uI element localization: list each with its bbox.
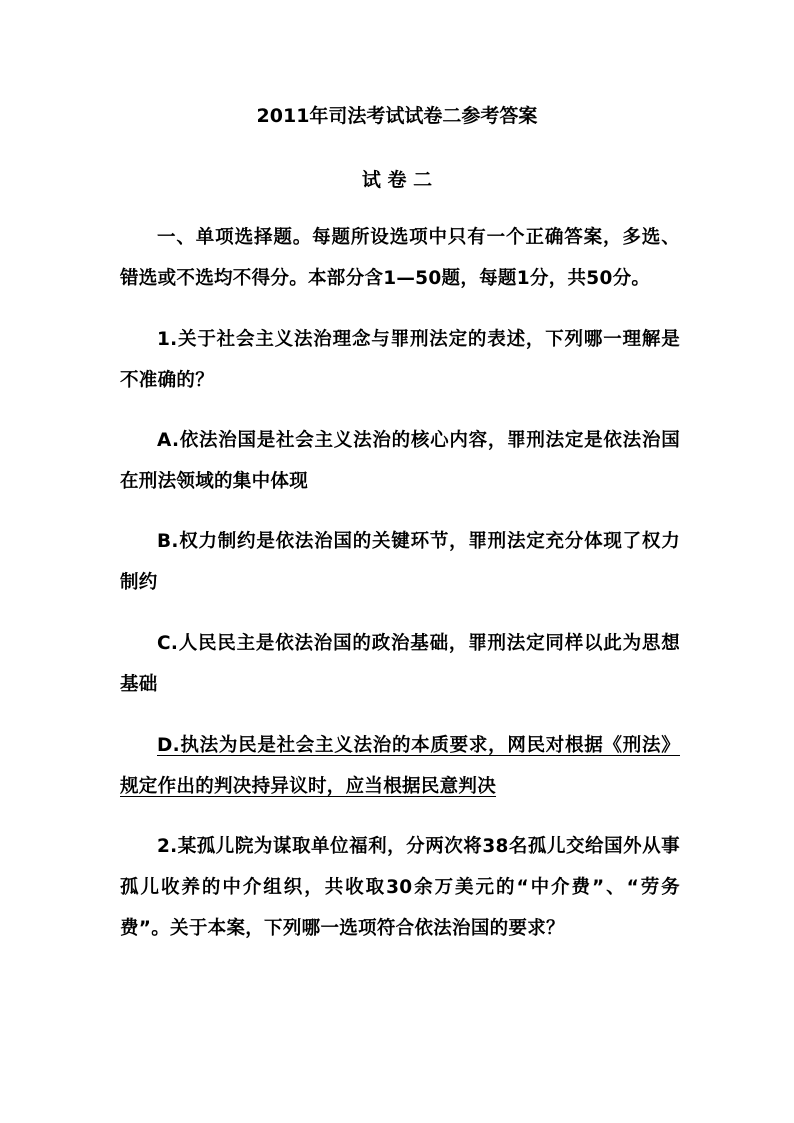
question-1-option-c: C.人民民主是依法治国的政治基础，罪刑法定同样以此为思想基础 bbox=[120, 633, 680, 695]
question-2-stem: 2.某孤儿院为谋取单位福利，分两次将38名孤儿交给国外从事孤儿收养的中介组织，共收取30余万美元的“中介费”、“劳务费”。关于本案，下列哪一选项符合依法治国的要求？ bbox=[120, 836, 680, 939]
question-1-option-b: B.权力制约是依法治国的关键环节，罪刑法定充分体现了权力制约 bbox=[120, 531, 680, 593]
paper-label: 试 卷 二 bbox=[361, 169, 433, 191]
document-title: 2011年司法考试试卷二参考答案 bbox=[256, 105, 538, 127]
question-1-option-d-answer: D.执法为民是社会主义法治的本质要求，网民对根据《刑法》规定作出的判决持异议时，应当根据民意判决 bbox=[120, 735, 680, 797]
section-intro: 一、单项选择题。每题所设选项中只有一个正确答案，多选、错选或不选均不得分。本部分含1—50题，每题1分，共50分。 bbox=[120, 227, 680, 289]
question-1-option-a: A.依法治国是社会主义法治的核心内容，罪刑法定是依法治国在刑法领域的集中体现 bbox=[120, 430, 680, 492]
question-1-stem: 1.关于社会主义法治理念与罪刑法定的表述，下列哪一理解是不准确的？ bbox=[120, 329, 680, 391]
